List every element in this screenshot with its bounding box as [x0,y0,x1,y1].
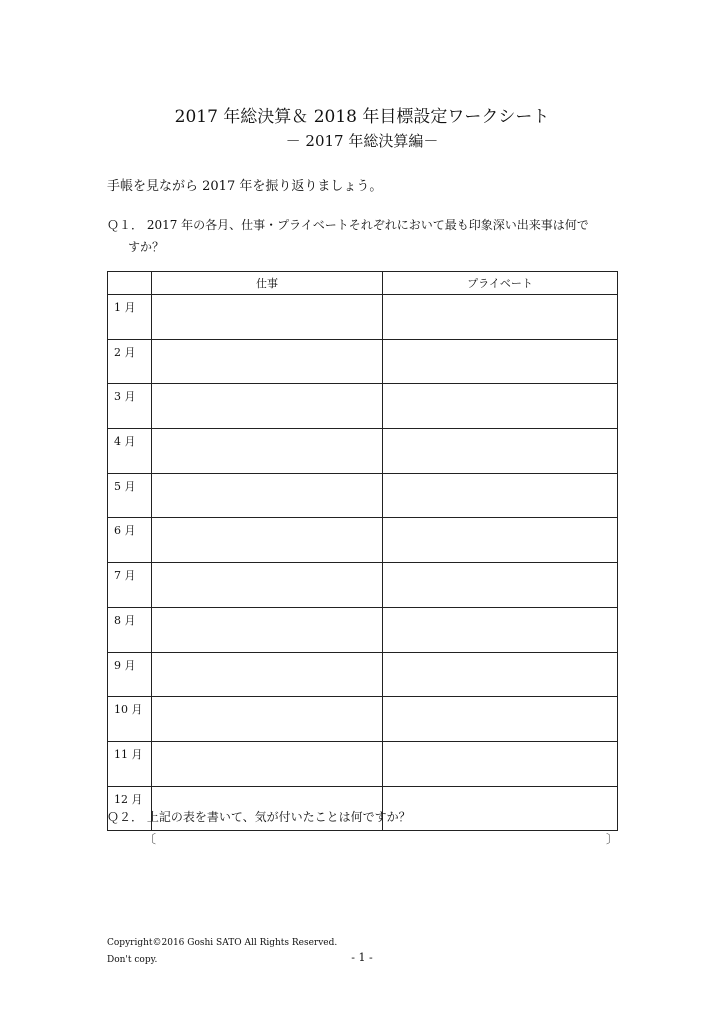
table-row [108,741,618,786]
month-label: 4 月 [108,429,152,474]
question-1-line-2: すか？ [128,240,165,254]
month-label: 10 月 [108,697,152,742]
table-row [108,429,618,474]
answer-bracket-open: 〔 [144,832,157,846]
month-label: 2 月 [108,339,152,384]
private-entry-cell[interactable] [383,652,618,697]
work-entry-cell[interactable] [152,339,383,384]
month-label: 7 月 [108,563,152,608]
month-label: 1 月 [108,295,152,340]
copyright-notice: Copyright©2016 Goshi SATO All Rights Reserved. [107,938,338,948]
page-subtitle: － 2017 年総決算編－ [285,132,439,150]
table-header-row [108,272,618,295]
month-label: 3 月 [108,384,152,429]
private-entry-cell[interactable] [383,473,618,518]
month-label: 6 月 [108,518,152,563]
work-entry-cell[interactable] [152,741,383,786]
private-entry-cell[interactable] [383,339,618,384]
header-month-cell [108,272,152,295]
work-entry-cell[interactable] [152,652,383,697]
question-1-line-1: Ｑ１． 2017 年の各月、仕事・プライベートそれぞれにおいて最も印象深い出来事は何で [107,218,589,232]
intro-text: 手帳を見ながら 2017 年を振り返りましょう。 [107,179,383,194]
work-entry-cell[interactable] [152,518,383,563]
private-entry-cell[interactable] [383,786,618,831]
month-label: 11 月 [108,741,152,786]
monthly-events-table [107,271,618,831]
private-entry-cell[interactable] [383,607,618,652]
table-row [108,607,618,652]
page-title: 2017 年総決算＆ 2018 年目標設定ワークシート [174,107,550,127]
header-private: プライベート [383,272,618,295]
dont-copy-notice: Don't copy. [107,955,158,965]
month-label: 12 月 [108,786,152,831]
private-entry-cell[interactable] [383,563,618,608]
answer-bracket-close: 〕 [606,832,619,846]
month-label: 5 月 [108,473,152,518]
work-entry-cell[interactable] [152,563,383,608]
table-row [108,652,618,697]
month-label: 8 月 [108,607,152,652]
table-row [108,473,618,518]
table-row [108,518,618,563]
work-entry-cell[interactable] [152,697,383,742]
private-entry-cell[interactable] [383,697,618,742]
question-2: Ｑ２． 上記の表を書いて、気が付いたことは何ですか？ [107,810,411,824]
work-entry-cell[interactable] [152,607,383,652]
private-entry-cell[interactable] [383,295,618,340]
table-row [108,697,618,742]
private-entry-cell[interactable] [383,429,618,474]
private-entry-cell[interactable] [383,518,618,563]
work-entry-cell[interactable] [152,429,383,474]
private-entry-cell[interactable] [383,741,618,786]
work-entry-cell[interactable] [152,473,383,518]
header-work: 仕事 [152,272,383,295]
table-row [108,563,618,608]
work-entry-cell[interactable] [152,295,383,340]
month-label: 9 月 [108,652,152,697]
work-entry-cell[interactable] [152,384,383,429]
table-row [108,295,618,340]
table-row [108,339,618,384]
table-row [108,384,618,429]
private-entry-cell[interactable] [383,384,618,429]
page-number: - 1 - [351,951,373,964]
